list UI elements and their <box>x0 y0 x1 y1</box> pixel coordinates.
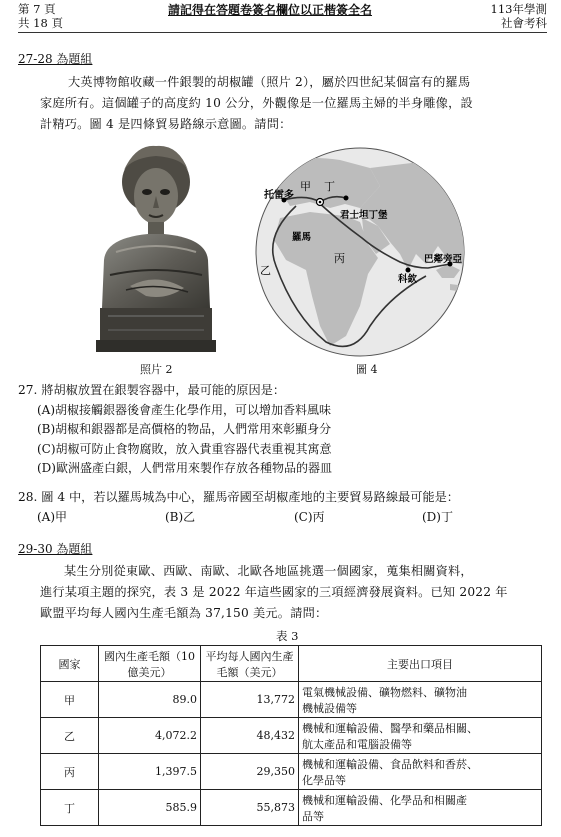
group2-intro-line1: 某生分別從東歐、西歐、南歐、北歐各地區挑選一個國家，蒐集相關資料， <box>64 564 473 578</box>
label-toledo: 托雷多 <box>264 190 294 201</box>
gdp-cell: 4,072.2 <box>99 718 201 754</box>
exports-line: 機械和運輸設備、食品飲料和香菸、 <box>302 757 478 771</box>
group-title-29-30: 29-30 為題組 <box>18 542 93 556</box>
group-title-27-28: 27-28 為題組 <box>18 52 93 66</box>
exports-line: 機械和運輸設備、醫學和藥品相關、 <box>302 721 478 735</box>
page-number: 第 7 頁 <box>18 2 56 16</box>
exports-line: 航太產品和電腦設備等 <box>302 737 412 751</box>
per-capita-cell: 55,873 <box>201 790 299 826</box>
per-capita-cell: 29,350 <box>201 754 299 790</box>
group2-intro-line3: 歐盟平均每人國內生產毛額為 37,150 美元。請問： <box>40 606 328 620</box>
q27-option-b: (B)胡椒和銀器都是高價格的物品，人們常用來彰顯身分 <box>37 422 332 436</box>
table-header-row <box>41 646 542 682</box>
group1-intro-line1: 大英博物館收藏一件銀製的胡椒罐（照片 2），屬於四世紀某個富有的羅馬 <box>68 75 471 89</box>
exports-cell <box>299 754 542 790</box>
header-divider <box>18 32 547 33</box>
label-constantinople: 君士坦丁堡 <box>340 210 388 221</box>
country-cell: 甲 <box>41 682 99 718</box>
label-palembang: 巴鄰旁亞 <box>424 254 463 265</box>
exports-cell <box>299 682 542 718</box>
route-label-yi: 乙 <box>260 264 271 277</box>
q28-option-d: (D)丁 <box>422 510 453 524</box>
q27-option-a: (A)胡椒接觸銀器後會產生化學作用，可以增加香料風味 <box>37 403 332 417</box>
country-cell: 丙 <box>41 754 99 790</box>
table-row <box>41 790 542 826</box>
exam-year: 113年學測 <box>490 2 547 16</box>
trade-route-map <box>250 146 470 358</box>
q27-option-d: (D)歐洲盛產白銀，人們常用來製作存放各種物品的器皿 <box>37 461 332 475</box>
country-cell: 乙 <box>41 718 99 754</box>
country-cell: 丁 <box>41 790 99 826</box>
photo-caption: 照片 2 <box>140 363 173 376</box>
gdp-cell: 585.9 <box>99 790 201 826</box>
route-label-ding: 丁 <box>324 180 335 193</box>
exports-line: 電氣機械設備、礦物燃料、礦物油 <box>302 685 467 699</box>
table-row <box>41 682 542 718</box>
q28-stem: 28. 圖 4 中，若以羅馬城為中心，羅馬帝國至胡椒產地的主要貿易路線最可能是： <box>18 490 459 504</box>
exports-cell <box>299 790 542 826</box>
header-gdp-per-capita: 平均每人國內生產毛額（美元） <box>201 646 299 682</box>
q28-option-b: (B)乙 <box>165 510 196 524</box>
exports-line: 品等 <box>302 809 324 823</box>
signature-notice: 請記得在答題卷簽名欄位以正楷簽全名 <box>168 3 373 17</box>
pepper-pot-photo <box>86 140 226 360</box>
q27-stem: 27. 將胡椒放置在銀製容器中，最可能的原因是： <box>18 383 286 397</box>
economic-data-table <box>40 645 542 826</box>
table-caption: 表 3 <box>276 629 299 643</box>
gdp-cell: 1,397.5 <box>99 754 201 790</box>
gdp-cell: 89.0 <box>99 682 201 718</box>
exam-subject: 社會考科 <box>501 16 547 30</box>
table-row <box>41 718 542 754</box>
map-caption: 圖 4 <box>356 363 378 376</box>
header-gdp: 國內生產毛額（10 億美元） <box>99 646 201 682</box>
group2-intro-line2: 進行某項主題的探究，表 3 是 2022 年這些國家的三項經濟發展資料。已知 2022 年 <box>40 585 508 599</box>
per-capita-cell: 48,432 <box>201 718 299 754</box>
exports-line: 機械和運輸設備、化學品和相關產 <box>302 793 467 807</box>
exports-cell <box>299 718 542 754</box>
table-row <box>41 754 542 790</box>
exports-line: 機械設備等 <box>302 701 357 715</box>
q27-option-c: (C)胡椒可防止食物腐敗，放入貴重容器代表重視其寓意 <box>37 442 332 456</box>
group1-intro-line3: 計精巧。圖 4 是四條貿易路線示意圖。請問： <box>40 117 292 131</box>
q28-option-c: (C)丙 <box>294 510 325 524</box>
per-capita-cell: 13,772 <box>201 682 299 718</box>
page-total: 共 18 頁 <box>18 16 63 30</box>
route-label-bing: 丙 <box>334 252 345 265</box>
header-country: 國家 <box>41 646 99 682</box>
group1-intro-line2: 家庭所有。這個罐子的高度約 10 公分，外觀像是一位羅馬主婦的半身雕像，設 <box>40 96 473 110</box>
label-rome: 羅馬 <box>292 232 312 243</box>
header-main-exports: 主要出口項目 <box>299 646 542 682</box>
exports-line: 化學品等 <box>302 773 346 787</box>
route-label-jia: 甲 <box>300 180 311 193</box>
q28-option-a: (A)甲 <box>37 510 68 524</box>
label-kochi: 科欽 <box>398 274 418 285</box>
